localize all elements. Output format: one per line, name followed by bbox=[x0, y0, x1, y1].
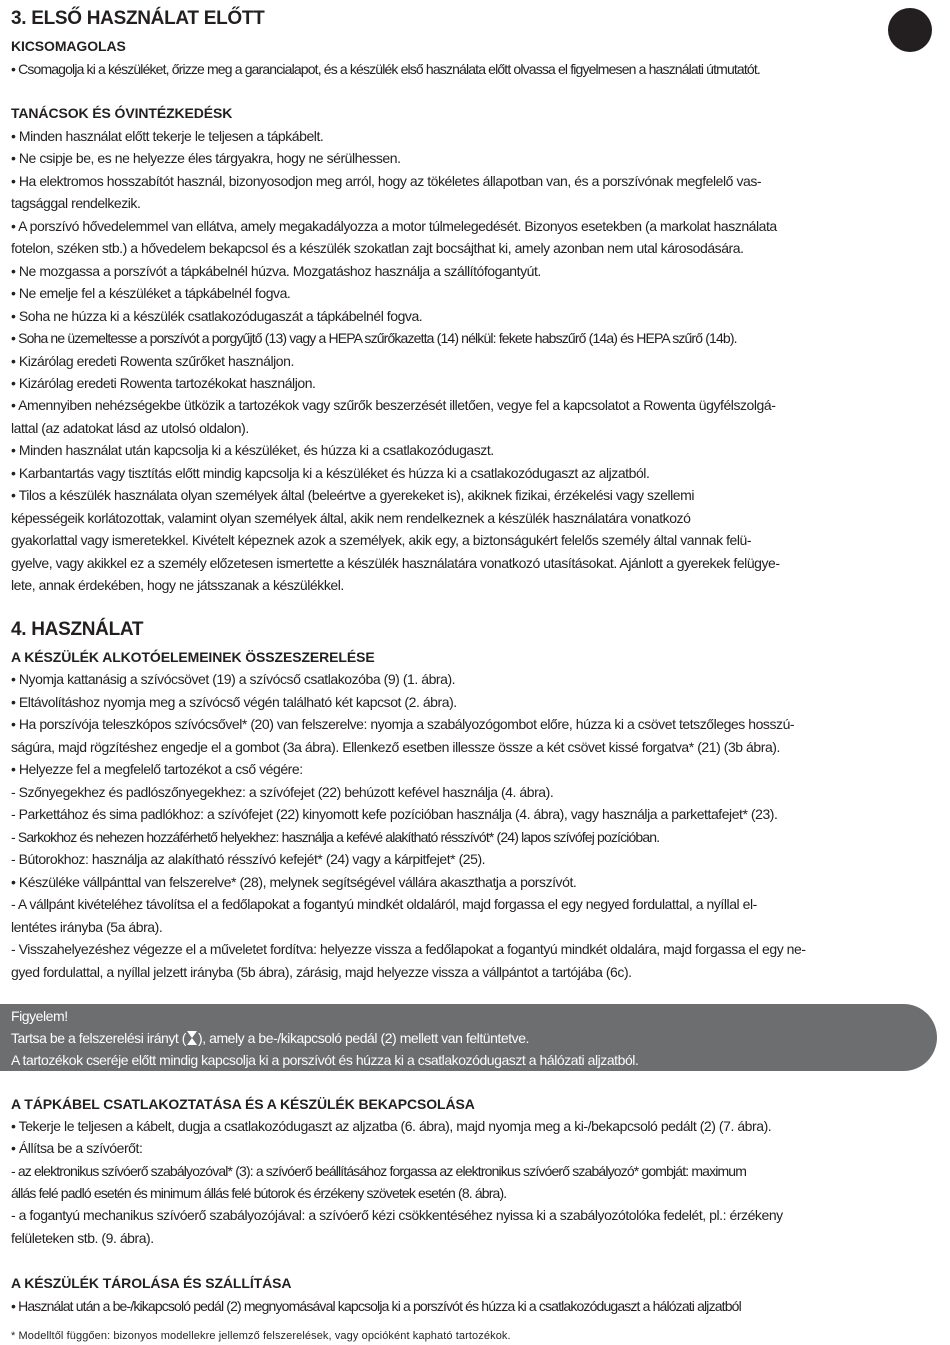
safety-line: • Amennyiben nehézségekbe ütközik a tartozékok vagy szűrők beszerzését illetően, vegye fel a kapcsolatot a Rowenta ügyfélszolgá- bbox=[11, 397, 776, 414]
footnote: * Modelltől függően: bizonyos modellekre jellemző felszerelések, vagy opcióként kapható tartozékok. bbox=[11, 1330, 511, 1342]
power-line: • Állítsa be a szívóerőt: bbox=[11, 1140, 143, 1157]
safety-line: lete, annak érdekében, hogy ne játsszanak a készülékkel. bbox=[11, 577, 344, 593]
safety-line: • Soha ne húzza ki a készülék csatlakozódugaszát a tápkábelnél fogva. bbox=[11, 307, 423, 324]
assembly-line: - Visszahelyezéshez végezze el a műveletet fordítva: helyezze vissza a fedőlapokat a fogantyú mindkét oldalára, majd forgassa el egy ne- bbox=[11, 941, 806, 957]
safety-line: tagsággal rendelkezik. bbox=[11, 195, 141, 212]
assembly-line: • Helyezze fel a megfelelő tartozékot a cső végére: bbox=[11, 761, 303, 777]
assembly-line: - Szőnyegekhez és padlószőnyegekhez: a szívófejet (22) behúzott kefével használja (4. ábra). bbox=[11, 783, 554, 800]
unpacking-text: • Csomagolja ki a készüléket, őrizze meg a garancialapot, és a készülék első használata előtt olvassa el figyelmesen a használati útmutatót. bbox=[11, 61, 760, 77]
safety-line: • A porszívó hővedelemmel van ellátva, amely megakadályozza a motor túlmelegedését. Bizonyos esetekben (a markolat használata bbox=[11, 217, 777, 234]
warning-line-unplug: A tartozékok cseréje előtt mindig kapcsolja ki a porszívót és húzza ki a csatlakozódugaszt a hálózati aljzatból. bbox=[11, 1052, 639, 1068]
power-line: • Tekerje le teljesen a kábelt, dugja a csatlakozódugaszt az aljzatba (6. ábra), majd nyomja meg a ki-/bekapcsoló pedált (2) (7. ábra). bbox=[11, 1118, 772, 1134]
assembly-line: • Készüléke vállpánttal van felszerelve* (28), melynek segítségével vállára akaszthatja a porszívót. bbox=[11, 873, 577, 890]
section-4-title: 4. HASZNÁLAT bbox=[11, 619, 144, 640]
safety-line: lattal (az adatokat lásd az utolsó oldalon). bbox=[11, 419, 249, 436]
assembly-line: • Eltávolításhoz nyomja meg a szívócső végén található két kapcsot (2. ábra). bbox=[11, 693, 457, 710]
assembly-line: • Ha porszívója teleszkópos szívócsővel* (20) van felszerelve: nyomja a szabályozógombot előre, húzza ki a csövet tetszőleges hosszú- bbox=[11, 716, 795, 732]
storage-line: • Használat után a be-/kikapcsoló pedál (2) megnyomásával kapcsolja ki a porszívót és húzza ki a csatlakozódugaszt a hálózati aljzatból bbox=[11, 1298, 741, 1314]
safety-line: • Ha elektromos hosszabítót használ, bizonyosodjon meg arról, hogy az tökéletes állapotban van, és a porszívónak megfelelő vas- bbox=[11, 172, 762, 189]
safety-line: • Karbantartás vagy tisztítás előtt mindig kapcsolja ki a készüléket és húzza ki a csatlakozódugaszt az aljzatból. bbox=[11, 464, 650, 481]
assembly-line: - Bútorokhoz: használja az alakítható résszívó kefejét* (24) vagy a kárpitfejet* (25). bbox=[11, 851, 486, 867]
safety-line: • Kizárólag eredeti Rowenta szűrőket használjon. bbox=[11, 352, 294, 369]
power-line: - a fogantyú mechanikus szívóerő szabályozójával: a szívóerő kézi csökkentéséhez nyissa ki a szabályozótolóka fedelét, pl.: érzékeny bbox=[11, 1207, 783, 1224]
warning-note-box bbox=[0, 1004, 937, 1071]
safety-line: képességeik korlátozottak, valamint olyan személyek által, akik nem rendelkeznek a készülék használatára vonatkozó bbox=[11, 509, 691, 526]
page-corner-marker bbox=[888, 8, 932, 52]
power-line: felületeken stb. (9. ábra). bbox=[11, 1229, 154, 1246]
assembly-line: - Sarkokhoz és nehezen hozzáférhető helyekhez: használja a kefévé alakítható résszívót* (24) lapos szívófej pozícióban. bbox=[11, 828, 660, 845]
unpacking-heading: KICSOMAGOLAS bbox=[11, 38, 126, 54]
safety-line: • Minden használat után kapcsolja ki a készüléket, és húzza ki a csatlakozódugaszt. bbox=[11, 442, 494, 459]
safety-line: • Kizárólag eredeti Rowenta tartozékokat használjon. bbox=[11, 374, 316, 391]
safety-line: • Ne csipje be, es ne helyezze éles tárgyakra, hogy ne sérülhessen. bbox=[11, 150, 401, 167]
warning-title: Figyelem! bbox=[11, 1008, 68, 1024]
safety-line: gyakorlattal vagy ismeretekkel. Kivételt képeznek azok a személyek, akik egy, a biztonságukért felelős személy által vannak felü- bbox=[11, 532, 752, 549]
section-3-title: 3. ELSŐ HASZNÁLAT ELŐTT bbox=[11, 8, 265, 29]
safety-line: • Ne mozgassa a porszívót a tápkábelnél húzva. Mozgatáshoz használja a szállítófogantyút. bbox=[11, 262, 541, 279]
power-line: - az elektronikus szívóerő szabályozóval* (3): a szívóerő beállításához forgassa az elektronikus szívóerő szabályozó* gombját: maximum bbox=[11, 1162, 747, 1179]
assembly-heading: A KÉSZÜLÉK ALKOTÓELEMEINEK ÖSSZESZERELÉSE bbox=[11, 649, 375, 665]
safety-line: fotelon, széken stb.) a hővedelem bekapcsol és a készülék szokatlan zajt bocsájthat ki, amely azonban nem utal károsodására. bbox=[11, 240, 744, 257]
safety-line: • Ne emelje fel a készüléket a tápkábelnél fogva. bbox=[11, 285, 291, 302]
storage-heading: A KÉSZÜLÉK TÁROLÁSA ÉS SZÁLLÍTÁSA bbox=[11, 1275, 292, 1291]
safety-heading: TANÁCSOK ÉS ÓVINTÉZKEDÉSK bbox=[11, 105, 233, 121]
safety-line: • Tilos a készülék használata olyan személyek által (beleértve a gyerekeket is), akiknek fizikai, érzékelési vagy szellemi bbox=[11, 487, 694, 504]
power-heading: A TÁPKÁBEL CSATLAKOZTATÁSA ÉS A KÉSZÜLÉK BEKAPCSOLÁSA bbox=[11, 1096, 475, 1112]
assembly-line: ságúra, majd rögzítéshez engedje el a gombot (3a ábra). Ellenkező esetben illessze össze a két csövet kissé forgatva* (21) (3b ábra). bbox=[11, 738, 780, 755]
assembly-direction-icon bbox=[187, 1031, 197, 1045]
assembly-line: gyed fordulattal, a nyíllal jelzett irányba (5b ábra), zárásig, majd helyezze vissza a vállpántot a tartójába (6c). bbox=[11, 963, 632, 980]
power-line: állás felé padló esetén és minimum állás felé bútorok és érzékeny szövetek esetén (8. ábra). bbox=[11, 1184, 507, 1201]
assembly-line: - Parkettához és sima padlókhoz: a szívófejet (22) kinyomott kefe pozícióban használja (4. ábra), vagy használja a parkettafejet* (23). bbox=[11, 806, 778, 822]
assembly-line: lentétes irányba (5a ábra). bbox=[11, 918, 163, 935]
assembly-line: • Nyomja kattanásig a szívócsövet (19) a szívócső csatlakozóba (9) (1. ábra). bbox=[11, 671, 456, 687]
warning-line-direction: Tartsa be a felszerelési irányt ( ), amely a be-/kikapcsoló pedál (2) mellett van feltüntetve. bbox=[11, 1030, 529, 1046]
assembly-line: - A vállpánt kivételéhez távolítsa el a fedőlapokat a fogantyú mindkét oldaláról, majd forgassa el egy negyed fordulattal, a nyíllal el- bbox=[11, 896, 757, 912]
safety-line: gyelve, vagy akikkel ez a személy előzetesen ismertette a készülék használatára vonatkozó utasításokat. Ajánlott a gyerekek felügye- bbox=[11, 554, 780, 571]
safety-line: • Soha ne üzemeltesse a porszívót a porgyűjtő (13) vagy a HEPA szűrőkazetta (14) nélkül: fekete habszűrő (14a) és HEPA szűrő (14b). bbox=[11, 330, 737, 347]
safety-line: • Minden használat előtt tekerje le teljesen a tápkábelt. bbox=[11, 128, 324, 144]
